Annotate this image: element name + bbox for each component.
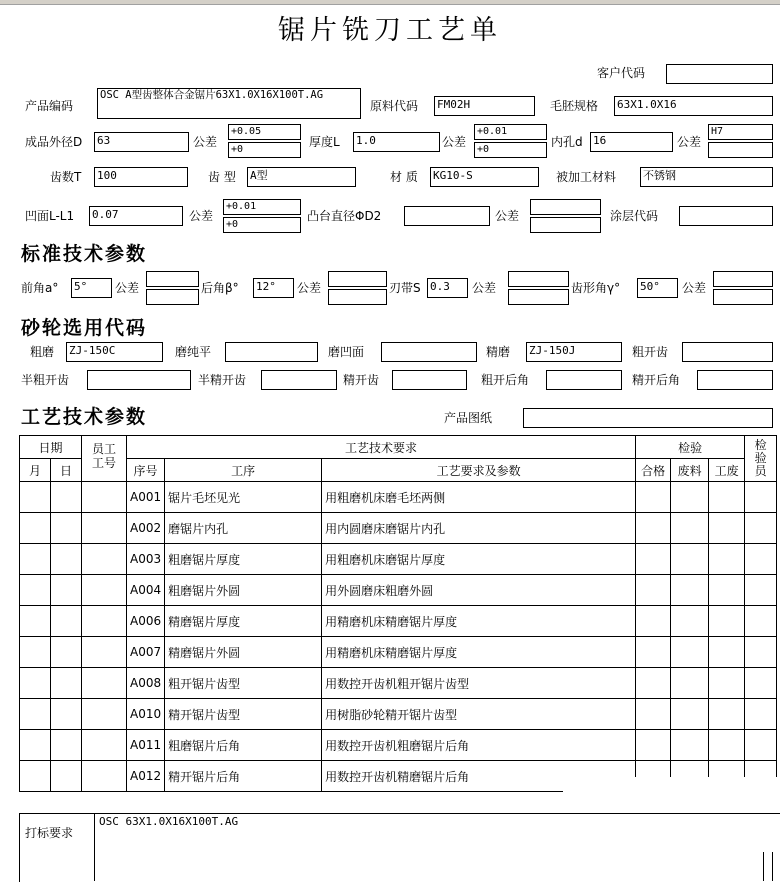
inspector-cell[interactable]	[745, 730, 777, 761]
params-cell: 用精磨机床精磨锯片厚度	[322, 637, 636, 668]
month-cell[interactable]	[20, 575, 51, 606]
day-cell[interactable]	[51, 513, 82, 544]
wheel-concave-label: 磨凹面	[328, 345, 365, 359]
product-code-field[interactable]: OSC A型齿整体合金锯片63X1.0X16X100T.AG	[97, 88, 361, 119]
boss-diameter-label: 凸台直径ΦD2	[307, 209, 382, 223]
wheel-heading: 砂轮选用代码	[21, 317, 148, 339]
recess-tol-lower[interactable]: +0	[223, 217, 301, 233]
outer-diameter-tol-label: 公差	[193, 135, 218, 149]
pass-cell[interactable]	[636, 513, 671, 544]
wheel-fine-relief-label: 精开后角	[632, 373, 681, 387]
thickness-tol-label: 公差	[442, 135, 467, 149]
scrap-work-cell[interactable]	[709, 482, 745, 513]
day-cell[interactable]	[51, 730, 82, 761]
seq-cell: A006	[127, 606, 165, 637]
bore-tol-upper[interactable]: H7	[708, 124, 773, 140]
inspector-cell[interactable]	[745, 513, 777, 544]
scrap-material-cell[interactable]	[671, 575, 709, 606]
seq-cell: A010	[127, 699, 165, 730]
customer-code-field[interactable]	[666, 64, 773, 84]
tooth-angle-tol-upper[interactable]	[713, 271, 773, 287]
requirements-header: 工艺技术要求	[127, 436, 636, 459]
seq-cell: A001	[127, 482, 165, 513]
worker-id-header	[82, 436, 127, 482]
inspector-cell[interactable]	[745, 668, 777, 699]
date-header: 日期	[20, 436, 82, 459]
scrap-work-cell[interactable]	[709, 513, 745, 544]
wheel-fine-field[interactable]: ZJ-150J	[526, 342, 622, 362]
scrap-material-cell[interactable]	[671, 637, 709, 668]
table-row	[20, 606, 777, 637]
seq-cell: A008	[127, 668, 165, 699]
pass-cell[interactable]	[636, 544, 671, 575]
wheel-rough-relief-field[interactable]	[546, 370, 622, 390]
rake-field[interactable]: 5°	[71, 278, 112, 298]
params-cell: 用数控开齿机粗开锯片齿型	[322, 668, 636, 699]
day-cell[interactable]	[51, 544, 82, 575]
thickness-label: 厚度L	[309, 135, 340, 149]
process-heading: 工艺技术参数	[21, 406, 148, 428]
params-cell: 用数控开齿机粗磨锯片后角	[322, 730, 636, 761]
inspector-header	[745, 436, 777, 482]
wheel-semi-fine-tooth-label: 半精开齿	[198, 373, 247, 387]
std-params-heading: 标准技术参数	[21, 243, 148, 265]
scrap-work-cell[interactable]	[709, 575, 745, 606]
outer-diameter-tol-lower[interactable]: +0	[228, 142, 301, 158]
scrap-work-cell[interactable]	[709, 699, 745, 730]
recess-field[interactable]: 0.07	[89, 206, 183, 226]
teeth-label: 齿数T	[50, 170, 82, 184]
relief-tol-label: 公差	[297, 281, 322, 295]
step-cell: 精磨锯片外圆	[165, 637, 322, 668]
rake-tol-label: 公差	[115, 281, 140, 295]
wheel-fine-label: 精磨	[486, 345, 511, 359]
seq-cell: A004	[127, 575, 165, 606]
pass-cell[interactable]	[636, 668, 671, 699]
scrap-work-header: 工废	[709, 459, 745, 482]
day-cell[interactable]	[51, 575, 82, 606]
outer-diameter-tol-upper[interactable]: +0.05	[228, 124, 301, 140]
step-cell: 粗磨锯片厚度	[165, 544, 322, 575]
table-row	[20, 482, 777, 513]
scrap-material-cell[interactable]	[671, 513, 709, 544]
scroll-edge-left	[763, 852, 764, 881]
params-cell: 用内圆磨床磨锯片内孔	[322, 513, 636, 544]
wheel-rough-tooth-field[interactable]	[682, 342, 773, 362]
teeth-field[interactable]: 100	[94, 167, 188, 187]
inspector-cell[interactable]	[745, 637, 777, 668]
step-cell: 精开锯片后角	[165, 761, 322, 792]
seq-header: 序号	[127, 459, 165, 482]
wheel-rough-label: 粗磨	[30, 345, 55, 359]
outer-diameter-label: 成品外径D	[25, 135, 83, 149]
step-cell: 粗开锯片齿型	[165, 668, 322, 699]
wheel-flat-label: 磨纯平	[175, 345, 212, 359]
month-cell[interactable]	[20, 761, 51, 792]
seq-cell: A011	[127, 730, 165, 761]
worker-id-cell[interactable]	[82, 668, 127, 699]
pass-cell[interactable]	[636, 637, 671, 668]
wheel-concave-field[interactable]	[381, 342, 477, 362]
bore-label: 内孔d	[551, 135, 583, 149]
wheel-rough-tooth-label: 粗开齿	[632, 345, 669, 359]
inspector-cell[interactable]	[745, 699, 777, 730]
rake-tol-lower[interactable]	[146, 289, 199, 305]
inspector-cell[interactable]	[745, 482, 777, 513]
worker-id-cell[interactable]	[82, 730, 127, 761]
month-cell[interactable]	[20, 606, 51, 637]
bore-tol-label: 公差	[677, 135, 702, 149]
pass-cell[interactable]	[636, 575, 671, 606]
coating-code-label: 涂层代码	[610, 209, 659, 223]
month-cell[interactable]	[20, 544, 51, 575]
pass-header: 合格	[636, 459, 671, 482]
drawing-label: 产品图纸	[444, 411, 493, 425]
window-top-strip	[0, 0, 780, 5]
table-row	[20, 575, 777, 606]
table-row	[20, 544, 777, 575]
worker-id-cell[interactable]	[82, 699, 127, 730]
recess-tol-upper[interactable]: +0.01	[223, 199, 301, 215]
process-table	[19, 435, 777, 792]
scrap-material-cell[interactable]	[671, 606, 709, 637]
thickness-tol-upper[interactable]: +0.01	[474, 124, 547, 140]
scrap-work-cell[interactable]	[709, 730, 745, 761]
scroll-edge-right	[772, 852, 773, 881]
day-cell[interactable]	[51, 482, 82, 513]
step-cell: 粗磨锯片后角	[165, 730, 322, 761]
month-header: 月	[20, 459, 51, 482]
seq-cell: A012	[127, 761, 165, 792]
params-cell: 用粗磨机床磨锯片厚度	[322, 544, 636, 575]
scrap-material-cell[interactable]	[671, 730, 709, 761]
table-row	[20, 699, 777, 730]
params-cell: 用树脂砂轮精开锯片齿型	[322, 699, 636, 730]
seq-cell: A007	[127, 637, 165, 668]
land-tol-lower[interactable]	[508, 289, 569, 305]
month-cell[interactable]	[20, 513, 51, 544]
tooth-angle-tol-lower[interactable]	[713, 289, 773, 305]
inspector-cell[interactable]	[745, 606, 777, 637]
bore-field[interactable]: 16	[590, 132, 673, 152]
scrap-work-cell[interactable]	[709, 637, 745, 668]
worker-id-cell[interactable]	[82, 606, 127, 637]
worker-id-cell[interactable]	[82, 482, 127, 513]
marking-separator	[94, 813, 95, 881]
seq-cell: A003	[127, 544, 165, 575]
thickness-tol-lower[interactable]: +0	[474, 142, 547, 158]
inspector-header-line3: 员	[754, 464, 767, 478]
worker-id-cell[interactable]	[82, 513, 127, 544]
relief-label: 后角β°	[201, 281, 239, 295]
pass-cell[interactable]	[636, 606, 671, 637]
boss-diameter-tol-lower[interactable]	[530, 217, 601, 233]
step-cell: 粗磨锯片外圆	[165, 575, 322, 606]
rake-label: 前角a°	[21, 281, 59, 295]
step-cell: 锯片毛坯见光	[165, 482, 322, 513]
day-cell[interactable]	[51, 699, 82, 730]
table-row	[20, 668, 777, 699]
worker-id-header-line2: 工号	[91, 456, 116, 470]
wheel-flat-field[interactable]	[225, 342, 318, 362]
tooth-type-field[interactable]: A型	[247, 167, 356, 187]
pass-cell[interactable]	[636, 730, 671, 761]
outer-diameter-field[interactable]: 63	[94, 132, 189, 152]
wheel-rough-relief-label: 粗开后角	[481, 373, 530, 387]
relief-tol-upper[interactable]	[328, 271, 387, 287]
relief-field[interactable]: 12°	[253, 278, 294, 298]
month-cell[interactable]	[20, 730, 51, 761]
table-row	[20, 513, 777, 544]
bore-tol-lower[interactable]	[708, 142, 773, 158]
day-cell[interactable]	[51, 606, 82, 637]
worker-id-cell[interactable]	[82, 544, 127, 575]
boss-diameter-tol-label: 公差	[495, 209, 520, 223]
inspector-header-line1: 检	[754, 438, 767, 452]
recess-tol-label: 公差	[189, 209, 214, 223]
step-cell: 磨锯片内孔	[165, 513, 322, 544]
marking-label: 打标要求	[25, 826, 74, 840]
day-header: 日	[51, 459, 82, 482]
relief-tol-lower[interactable]	[328, 289, 387, 305]
blank-spec-field[interactable]: 63X1.0X16	[614, 96, 773, 116]
params-cell: 用粗磨机床磨毛坯两侧	[322, 482, 636, 513]
coating-code-field[interactable]	[679, 206, 773, 226]
scrap-material-cell[interactable]	[671, 482, 709, 513]
wheel-rough-field[interactable]: ZJ-150C	[66, 342, 163, 362]
params-cell: 用精磨机床精磨锯片厚度	[322, 606, 636, 637]
month-cell[interactable]	[20, 668, 51, 699]
rake-tol-upper[interactable]	[146, 271, 199, 287]
seq-cell: A002	[127, 513, 165, 544]
boss-diameter-tol-upper[interactable]	[530, 199, 601, 215]
table-row	[20, 730, 777, 761]
land-label: 刃带S	[389, 281, 421, 295]
customer-code-label: 客户代码	[597, 66, 646, 80]
marking-value[interactable]: OSC 63X1.0X16X100T.AG	[99, 815, 239, 828]
pass-cell[interactable]	[636, 699, 671, 730]
day-cell[interactable]	[51, 761, 82, 792]
scrap-work-cell[interactable]	[709, 544, 745, 575]
land-tol-label: 公差	[472, 281, 497, 295]
inspector-cell[interactable]	[745, 544, 777, 575]
tooth-type-label: 齿 型	[208, 170, 236, 184]
worker-id-header-line1: 员工	[91, 442, 116, 456]
pass-cell[interactable]	[636, 482, 671, 513]
scrap-material-cell[interactable]	[671, 544, 709, 575]
tooth-angle-label: 齿形角γ°	[571, 281, 621, 295]
land-field[interactable]: 0.3	[427, 278, 468, 298]
scrap-material-cell[interactable]	[671, 668, 709, 699]
thickness-field[interactable]: 1.0	[353, 132, 440, 152]
tooth-angle-tol-label: 公差	[682, 281, 707, 295]
workpiece-material-label: 被加工材料	[556, 170, 617, 184]
inspector-header-line2: 验	[754, 451, 767, 465]
step-cell: 精磨锯片厚度	[165, 606, 322, 637]
wheel-semi-rough-tooth-field[interactable]	[87, 370, 191, 390]
workpiece-material-field[interactable]: 不锈钢	[640, 167, 773, 187]
scrap-material-header: 废料	[671, 459, 709, 482]
wheel-fine-tooth-label: 精开齿	[343, 373, 380, 387]
worker-id-cell[interactable]	[82, 575, 127, 606]
scrap-work-cell[interactable]	[709, 606, 745, 637]
month-cell[interactable]	[20, 637, 51, 668]
scrap-material-cell[interactable]	[671, 699, 709, 730]
day-cell[interactable]	[51, 668, 82, 699]
wheel-fine-relief-field[interactable]	[697, 370, 773, 390]
day-cell[interactable]	[51, 637, 82, 668]
material-field[interactable]: KG10-S	[430, 167, 539, 187]
product-code-label: 产品编码	[25, 99, 74, 113]
recess-label: 凹面L-L1	[25, 209, 75, 223]
blank-spec-label: 毛胚规格	[550, 99, 599, 113]
scrap-work-cell[interactable]	[709, 668, 745, 699]
boss-diameter-field[interactable]	[404, 206, 490, 226]
raw-material-code-label: 原料代码	[370, 99, 419, 113]
wheel-semi-rough-tooth-label: 半粗开齿	[21, 373, 70, 387]
raw-material-code-field[interactable]: FM02H	[434, 96, 535, 116]
month-cell[interactable]	[20, 482, 51, 513]
step-cell: 精开锯片齿型	[165, 699, 322, 730]
table-row	[20, 637, 777, 668]
params-cell: 用外圆磨床粗磨外圆	[322, 575, 636, 606]
material-label: 材 质	[390, 170, 418, 184]
params-header: 工艺要求及参数	[322, 459, 636, 482]
page-title: 锯片铣刀工艺单	[278, 15, 502, 46]
land-tol-upper[interactable]	[508, 271, 569, 287]
inspection-header: 检验	[636, 436, 745, 459]
drawing-field[interactable]	[523, 408, 773, 428]
tooth-angle-field[interactable]: 50°	[637, 278, 678, 298]
step-header: 工序	[165, 459, 322, 482]
inspector-cell[interactable]	[745, 575, 777, 606]
wheel-fine-tooth-field[interactable]	[392, 370, 467, 390]
worker-id-cell[interactable]	[82, 637, 127, 668]
wheel-semi-fine-tooth-field[interactable]	[261, 370, 337, 390]
month-cell[interactable]	[20, 699, 51, 730]
params-cell: 用数控开齿机精磨锯片后角	[322, 761, 636, 792]
worker-id-cell[interactable]	[82, 761, 127, 792]
